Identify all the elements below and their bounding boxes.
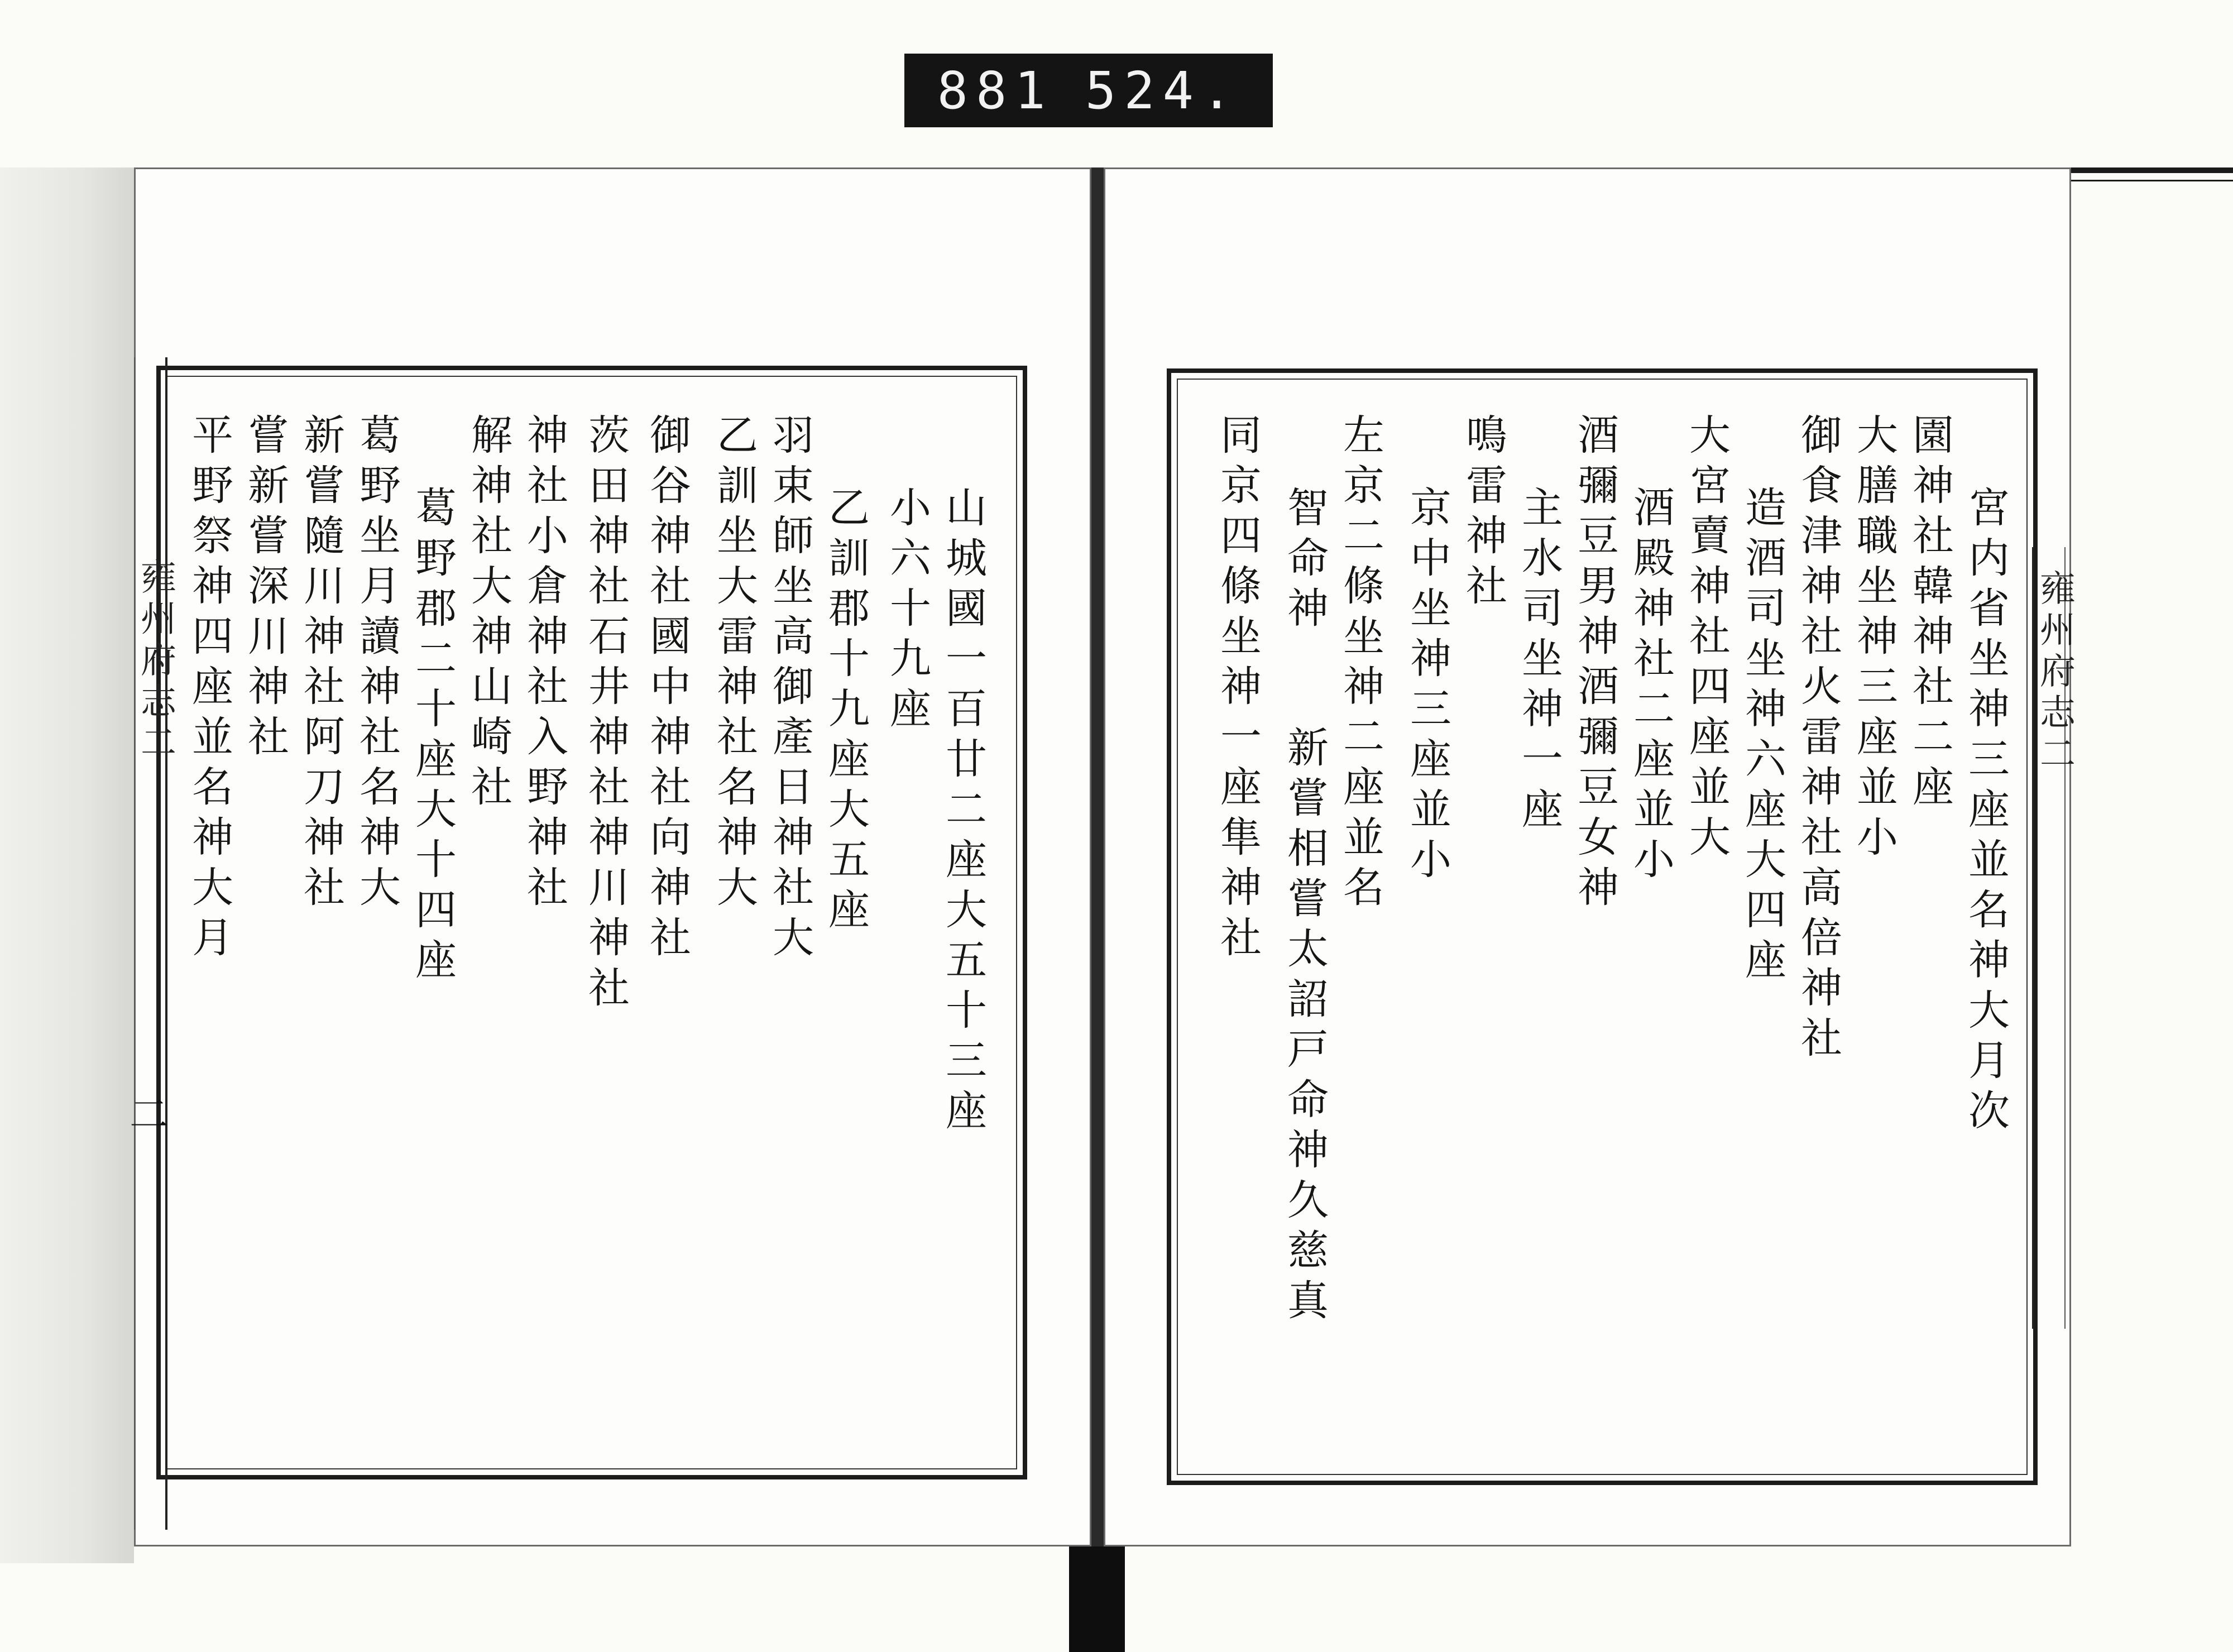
- left-column-13: 嘗新嘗深川神社: [241, 413, 289, 765]
- left-column-11: 葛野坐月讀神社名神大: [353, 413, 401, 916]
- left-column-8: 神社小倉神社入野神社: [520, 413, 568, 916]
- right-column-11: 京中坐神三座並小: [1403, 486, 1451, 888]
- right-column-5: 造酒司坐神六座大四座: [1738, 486, 1786, 988]
- left-page-fold-strip: [134, 357, 167, 1530]
- right-column-7: 酒殿神社二座並小: [1627, 486, 1675, 888]
- right-column-13: 新嘗相嘗太詔戸命神久慈真: [1281, 726, 1329, 1329]
- left-column-2: 小六十九座: [883, 486, 931, 737]
- right-column-15: 同京四條坐神一座隼神社: [1214, 413, 1262, 966]
- left-column-5: 乙訓坐大雷神社名神大: [710, 413, 758, 916]
- right-column-1: 宮内省坐神三座並名神大月次: [1962, 486, 2010, 1139]
- right-column-2: 園神社韓神社二座: [1906, 413, 1954, 815]
- left-column-14: 平野祭神四座並名神大月: [185, 413, 233, 966]
- left-column-4: 羽束師坐高御產日神社大: [766, 413, 814, 966]
- catalog-number-left: 881: [937, 60, 1053, 121]
- left-column-10: 葛野郡二十座大十四座: [409, 486, 457, 988]
- catalog-number-label: [904, 54, 1273, 127]
- right-margin-title: 雍州府志二: [2034, 569, 2075, 776]
- right-column-10: 鳴雷神社: [1459, 413, 1507, 614]
- right-column-6: 大宮賣神社四座並大: [1683, 413, 1731, 865]
- right-column-8: 酒彌豆男神酒彌豆女神: [1571, 413, 1619, 916]
- right-column-14: 智命神: [1281, 486, 1329, 636]
- left-column-12: 新嘗隨川神社阿刀神社: [297, 413, 345, 916]
- left-margin-page-number: 二: [130, 1091, 169, 1137]
- catalog-number-right: 524.: [1085, 60, 1240, 121]
- left-margin-title: 雍州府志二: [135, 558, 176, 765]
- left-column-1: 山城國一百廿二座大五十三座: [939, 486, 987, 1139]
- right-column-3: 大膳職坐神三座並小: [1850, 413, 1898, 865]
- book-spine: [1091, 167, 1104, 1546]
- left-column-9: 解神社大神山崎社: [464, 413, 512, 815]
- left-column-6: 御谷神社國中神社向神社: [643, 413, 691, 966]
- spine-bottom-block: [1069, 1546, 1125, 1652]
- right-column-9: 主水司坐神一座: [1515, 486, 1563, 837]
- left-column-7: 茨田神社石井神社神川神社: [582, 413, 630, 1016]
- right-column-12: 左京二條坐神二座並名: [1336, 413, 1384, 916]
- left-page-edge: [0, 167, 134, 1563]
- right-column-4: 御食津神社火雷神社高倍神社: [1794, 413, 1842, 1066]
- left-column-3: 乙訓郡十九座大五座: [822, 486, 870, 938]
